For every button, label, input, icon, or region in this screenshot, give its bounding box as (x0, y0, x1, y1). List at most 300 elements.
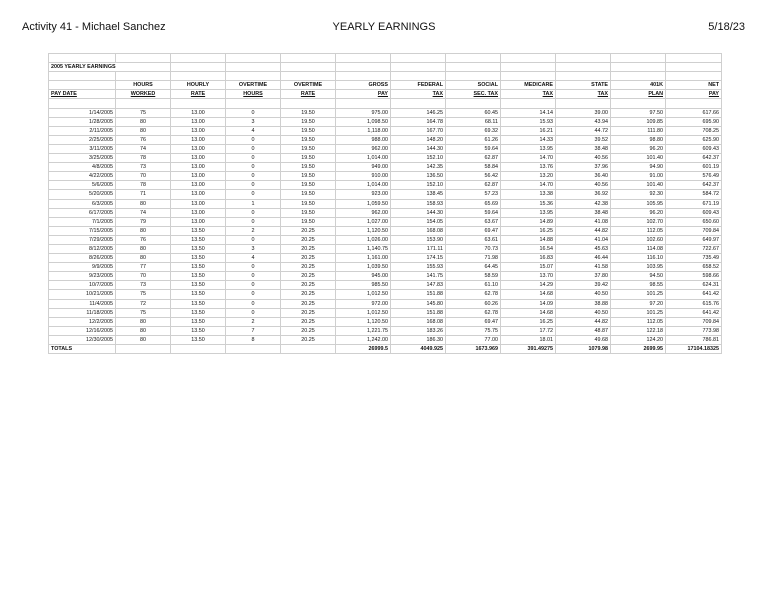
value-cell: 649.97 (666, 235, 722, 244)
pay-date-cell: 9/23/2005 (49, 272, 116, 281)
value-cell: 13.50 (171, 235, 226, 244)
value-cell: 945.00 (336, 272, 391, 281)
table-row (49, 217, 722, 226)
value-cell: 101.25 (611, 308, 666, 317)
page-header-title: YEARLY EARNINGS (332, 21, 436, 33)
value-cell: 79 (116, 217, 171, 226)
column-header (556, 90, 611, 99)
empty-cell (501, 54, 556, 63)
value-cell: 63.61 (446, 235, 501, 244)
empty-cell (446, 72, 501, 81)
value-cell: 155.93 (391, 263, 446, 272)
value-cell: 148.20 (391, 135, 446, 144)
empty-cell (666, 63, 722, 72)
value-cell: 13.00 (171, 154, 226, 163)
value-cell: 36.40 (556, 172, 611, 181)
value-cell: 41.08 (556, 217, 611, 226)
value-cell: 1,027.00 (336, 217, 391, 226)
value-cell: 1,120.50 (336, 226, 391, 235)
table-row (49, 263, 722, 272)
value-cell: 13.50 (171, 281, 226, 290)
value-cell: 13.50 (171, 263, 226, 272)
value-cell: 1,014.00 (336, 154, 391, 163)
value-cell: 37.80 (556, 272, 611, 281)
column-header-text: TAX (432, 91, 443, 98)
value-cell: 14.29 (501, 281, 556, 290)
column-header-text: PLAN (648, 91, 663, 98)
value-cell: 101.40 (611, 181, 666, 190)
value-cell: 164.78 (391, 117, 446, 126)
value-cell: 1,118.00 (336, 126, 391, 135)
value-cell: 601.19 (666, 163, 722, 172)
empty-cell (171, 99, 226, 108)
value-cell: 2 (226, 226, 281, 235)
value-cell: 41.58 (556, 263, 611, 272)
pay-date-cell: 11/4/2005 (49, 299, 116, 308)
empty-cell (501, 99, 556, 108)
value-cell: 37.96 (556, 163, 611, 172)
value-cell: 19.50 (281, 117, 336, 126)
empty-cell (226, 72, 281, 81)
column-header (171, 90, 226, 99)
value-cell: 0 (226, 190, 281, 199)
value-cell: 60.45 (446, 108, 501, 117)
table-row (49, 181, 722, 190)
empty-cell (336, 54, 391, 63)
value-cell: 102.70 (611, 217, 666, 226)
value-cell: 73 (116, 281, 171, 290)
value-cell: 62.87 (446, 181, 501, 190)
value-cell: 0 (226, 154, 281, 163)
value-cell: 80 (116, 254, 171, 263)
value-cell: 80 (116, 317, 171, 326)
value-cell: 13.50 (171, 317, 226, 326)
value-cell: 14.33 (501, 135, 556, 144)
column-header (116, 90, 171, 99)
value-cell: 183.26 (391, 326, 446, 335)
value-cell: 101.25 (611, 290, 666, 299)
value-cell: 147.83 (391, 281, 446, 290)
value-cell: 96.20 (611, 208, 666, 217)
value-cell: 910.00 (336, 172, 391, 181)
value-cell: 44.82 (556, 226, 611, 235)
table-row (49, 281, 722, 290)
value-cell: 146.25 (391, 108, 446, 117)
value-cell: 584.72 (666, 190, 722, 199)
value-cell: 985.50 (336, 281, 391, 290)
empty-cell (556, 72, 611, 81)
value-cell: 151.88 (391, 308, 446, 317)
value-cell: 70 (116, 272, 171, 281)
value-cell: 80 (116, 326, 171, 335)
totals-cell: 2699.95 (611, 345, 666, 354)
totals-cell (171, 345, 226, 354)
value-cell: 20.25 (281, 335, 336, 344)
value-cell: 96.20 (611, 144, 666, 153)
column-header: HOURS (116, 81, 171, 90)
pay-date-cell: 9/9/2005 (49, 263, 116, 272)
empty-cell (501, 72, 556, 81)
value-cell: 14.14 (501, 108, 556, 117)
value-cell: 15.93 (501, 117, 556, 126)
pay-date-cell: 8/12/2005 (49, 244, 116, 253)
column-header: STATE (556, 81, 611, 90)
value-cell: 114.08 (611, 244, 666, 253)
table-row (49, 299, 722, 308)
value-cell: 624.31 (666, 281, 722, 290)
value-cell: 13.00 (171, 117, 226, 126)
value-cell: 13.00 (171, 181, 226, 190)
value-cell: 80 (116, 226, 171, 235)
value-cell: 62.78 (446, 308, 501, 317)
value-cell: 56.42 (446, 172, 501, 181)
value-cell: 74 (116, 208, 171, 217)
value-cell: 13.50 (171, 308, 226, 317)
empty-cell (226, 63, 281, 72)
value-cell: 3 (226, 117, 281, 126)
value-cell: 42.38 (556, 199, 611, 208)
value-cell: 74 (116, 144, 171, 153)
value-cell: 92.30 (611, 190, 666, 199)
table-row (49, 308, 722, 317)
pay-date-cell: 11/18/2005 (49, 308, 116, 317)
value-cell: 20.25 (281, 254, 336, 263)
empty-cell (49, 54, 116, 63)
table-row (49, 235, 722, 244)
value-cell: 80 (116, 244, 171, 253)
empty-cell (391, 72, 446, 81)
value-cell: 65.69 (446, 199, 501, 208)
value-cell: 1,221.75 (336, 326, 391, 335)
value-cell: 0 (226, 281, 281, 290)
column-header (49, 90, 116, 99)
empty-cell (171, 54, 226, 63)
value-cell: 40.56 (556, 181, 611, 190)
value-cell: 76 (116, 235, 171, 244)
header-row-1 (49, 81, 722, 90)
value-cell: 122.18 (611, 326, 666, 335)
value-cell: 14.88 (501, 235, 556, 244)
value-cell: 70 (116, 172, 171, 181)
empty-cell (116, 54, 171, 63)
empty-cell (556, 99, 611, 108)
column-header (666, 90, 722, 99)
value-cell: 14.68 (501, 308, 556, 317)
empty-cell (391, 63, 446, 72)
value-cell: 153.90 (391, 235, 446, 244)
table-row (49, 163, 722, 172)
value-cell: 38.88 (556, 299, 611, 308)
value-cell: 962.00 (336, 208, 391, 217)
column-header (446, 90, 501, 99)
value-cell: 144.30 (391, 208, 446, 217)
totals-cell (281, 345, 336, 354)
value-cell: 80 (116, 117, 171, 126)
value-cell: 112.05 (611, 317, 666, 326)
empty-cell (611, 99, 666, 108)
value-cell: 77 (116, 263, 171, 272)
value-cell: 16.25 (501, 226, 556, 235)
column-header-text: HOURS (243, 91, 263, 98)
value-cell: 19.50 (281, 108, 336, 117)
empty-cell (391, 99, 446, 108)
value-cell: 13.00 (171, 144, 226, 153)
pay-date-cell: 7/29/2005 (49, 235, 116, 244)
value-cell: 98.80 (611, 135, 666, 144)
column-header-text: SEC. TAX (473, 91, 498, 98)
value-cell: 709.84 (666, 317, 722, 326)
value-cell: 186.30 (391, 335, 446, 344)
empty-cell (226, 54, 281, 63)
value-cell: 641.42 (666, 290, 722, 299)
column-header (281, 90, 336, 99)
column-header: HOURLY (171, 81, 226, 90)
value-cell: 70.73 (446, 244, 501, 253)
column-header-text: TAX (542, 91, 553, 98)
empty-cell (666, 54, 722, 63)
table-row (49, 272, 722, 281)
value-cell: 61.10 (446, 281, 501, 290)
value-cell: 0 (226, 135, 281, 144)
value-cell: 16.83 (501, 254, 556, 263)
value-cell: 0 (226, 208, 281, 217)
value-cell: 1,059.50 (336, 199, 391, 208)
value-cell: 14.70 (501, 154, 556, 163)
pay-date-cell: 8/26/2005 (49, 254, 116, 263)
value-cell: 615.76 (666, 299, 722, 308)
value-cell: 41.04 (556, 235, 611, 244)
pay-date-cell: 5/20/2005 (49, 190, 116, 199)
value-cell: 19.50 (281, 181, 336, 190)
value-cell: 69.32 (446, 126, 501, 135)
value-cell: 609.43 (666, 144, 722, 153)
column-header-text: PAY (377, 91, 388, 98)
pay-date-cell: 4/8/2005 (49, 163, 116, 172)
pay-date-cell: 1/28/2005 (49, 117, 116, 126)
pay-date-cell: 1/14/2005 (49, 108, 116, 117)
pay-date-cell: 3/25/2005 (49, 154, 116, 163)
value-cell: 1,026.00 (336, 235, 391, 244)
pay-date-cell: 12/30/2005 (49, 335, 116, 344)
value-cell: 598.66 (666, 272, 722, 281)
pay-date-cell: 10/7/2005 (49, 281, 116, 290)
value-cell: 59.64 (446, 208, 501, 217)
totals-cell (226, 345, 281, 354)
blank-row (49, 72, 722, 81)
value-cell: 80 (116, 335, 171, 344)
value-cell: 72 (116, 299, 171, 308)
pay-date-cell: 6/17/2005 (49, 208, 116, 217)
pay-date-cell: 6/3/2005 (49, 199, 116, 208)
value-cell: 151.88 (391, 290, 446, 299)
value-cell: 19.50 (281, 217, 336, 226)
value-cell: 59.64 (446, 144, 501, 153)
value-cell: 71 (116, 190, 171, 199)
totals-row (49, 345, 722, 354)
value-cell: 62.78 (446, 290, 501, 299)
value-cell: 0 (226, 144, 281, 153)
value-cell: 136.50 (391, 172, 446, 181)
empty-cell (556, 63, 611, 72)
column-header: SOCIAL (446, 81, 501, 90)
empty-cell (171, 72, 226, 81)
value-cell: 16.21 (501, 126, 556, 135)
empty-cell (49, 72, 116, 81)
empty-cell (281, 72, 336, 81)
value-cell: 138.45 (391, 190, 446, 199)
value-cell: 144.30 (391, 144, 446, 153)
value-cell: 103.95 (611, 263, 666, 272)
value-cell: 20.25 (281, 263, 336, 272)
empty-cell (391, 54, 446, 63)
empty-cell (116, 72, 171, 81)
empty-cell (611, 54, 666, 63)
value-cell: 786.81 (666, 335, 722, 344)
value-cell: 58.59 (446, 272, 501, 281)
value-cell: 975.00 (336, 108, 391, 117)
value-cell: 62.87 (446, 154, 501, 163)
value-cell: 4 (226, 126, 281, 135)
value-cell: 708.25 (666, 126, 722, 135)
value-cell: 43.94 (556, 117, 611, 126)
value-cell: 40.50 (556, 290, 611, 299)
value-cell: 152.10 (391, 154, 446, 163)
value-cell: 76 (116, 135, 171, 144)
column-header-text: RATE (190, 91, 206, 98)
table-row (49, 144, 722, 153)
value-cell: 8 (226, 335, 281, 344)
value-cell: 75 (116, 290, 171, 299)
empty-cell (556, 54, 611, 63)
value-cell: 13.50 (171, 226, 226, 235)
value-cell: 109.85 (611, 117, 666, 126)
value-cell: 0 (226, 172, 281, 181)
column-header: MEDICARE (501, 81, 556, 90)
value-cell: 20.25 (281, 235, 336, 244)
value-cell: 625.90 (666, 135, 722, 144)
page-header-left: Activity 41 - Michael Sanchez (22, 21, 166, 33)
value-cell: 0 (226, 272, 281, 281)
value-cell: 39.42 (556, 281, 611, 290)
empty-cell (336, 63, 391, 72)
value-cell: 7 (226, 326, 281, 335)
value-cell: 98.55 (611, 281, 666, 290)
empty-cell (49, 99, 116, 108)
value-cell: 174.15 (391, 254, 446, 263)
value-cell: 722.67 (666, 244, 722, 253)
value-cell: 642.37 (666, 154, 722, 163)
value-cell: 38.48 (556, 208, 611, 217)
value-cell: 57.23 (446, 190, 501, 199)
table-row (49, 335, 722, 344)
value-cell: 111.80 (611, 126, 666, 135)
value-cell: 20.25 (281, 317, 336, 326)
value-cell: 39.52 (556, 135, 611, 144)
value-cell: 972.00 (336, 299, 391, 308)
value-cell: 0 (226, 308, 281, 317)
empty-cell (171, 63, 226, 72)
value-cell: 124.20 (611, 335, 666, 344)
value-cell: 75.75 (446, 326, 501, 335)
value-cell: 3 (226, 244, 281, 253)
value-cell: 94.90 (611, 163, 666, 172)
value-cell: 80 (116, 126, 171, 135)
value-cell: 617.66 (666, 108, 722, 117)
value-cell: 1 (226, 199, 281, 208)
table-row (49, 244, 722, 253)
value-cell: 78 (116, 181, 171, 190)
pay-date-cell: 12/16/2005 (49, 326, 116, 335)
column-header: NET (666, 81, 722, 90)
earnings-table (48, 53, 722, 354)
value-cell: 63.67 (446, 217, 501, 226)
value-cell: 13.50 (171, 326, 226, 335)
value-cell: 13.50 (171, 290, 226, 299)
table-row (49, 135, 722, 144)
column-header-text: TAX (597, 91, 608, 98)
table-row (49, 199, 722, 208)
value-cell: 49.68 (556, 335, 611, 344)
value-cell: 20.25 (281, 281, 336, 290)
value-cell: 695.90 (666, 117, 722, 126)
value-cell: 1,120.50 (336, 317, 391, 326)
value-cell: 20.25 (281, 226, 336, 235)
value-cell: 38.48 (556, 144, 611, 153)
empty-cell (336, 99, 391, 108)
value-cell: 102.60 (611, 235, 666, 244)
totals-cell: 17104.18325 (666, 345, 722, 354)
empty-cell (501, 63, 556, 72)
value-cell: 20.25 (281, 290, 336, 299)
value-cell: 158.93 (391, 199, 446, 208)
empty-cell (611, 72, 666, 81)
column-header: FEDERAL (391, 81, 446, 90)
column-header (49, 81, 116, 90)
value-cell: 0 (226, 181, 281, 190)
totals-cell: 391.49275 (501, 345, 556, 354)
column-header (501, 90, 556, 99)
value-cell: 19.50 (281, 190, 336, 199)
value-cell: 75 (116, 108, 171, 117)
value-cell: 91.00 (611, 172, 666, 181)
value-cell: 44.82 (556, 317, 611, 326)
value-cell: 152.10 (391, 181, 446, 190)
value-cell: 14.09 (501, 299, 556, 308)
column-header (611, 90, 666, 99)
totals-cell: 26999.5 (336, 345, 391, 354)
table-row (49, 190, 722, 199)
value-cell: 69.47 (446, 226, 501, 235)
pay-date-cell: 12/2/2005 (49, 317, 116, 326)
pay-date-cell: 2/11/2005 (49, 126, 116, 135)
blank-row (49, 99, 722, 108)
totals-cell: 1673.969 (446, 345, 501, 354)
value-cell: 17.72 (501, 326, 556, 335)
value-cell: 112.05 (611, 226, 666, 235)
value-cell: 0 (226, 163, 281, 172)
column-header: 401K (611, 81, 666, 90)
value-cell: 642.37 (666, 181, 722, 190)
column-header (336, 90, 391, 99)
value-cell: 60.26 (446, 299, 501, 308)
totals-label: TOTALS (49, 345, 116, 354)
value-cell: 68.11 (446, 117, 501, 126)
value-cell: 97.20 (611, 299, 666, 308)
value-cell: 1,242.00 (336, 335, 391, 344)
value-cell: 20.25 (281, 299, 336, 308)
value-cell: 15.36 (501, 199, 556, 208)
value-cell: 641.42 (666, 308, 722, 317)
